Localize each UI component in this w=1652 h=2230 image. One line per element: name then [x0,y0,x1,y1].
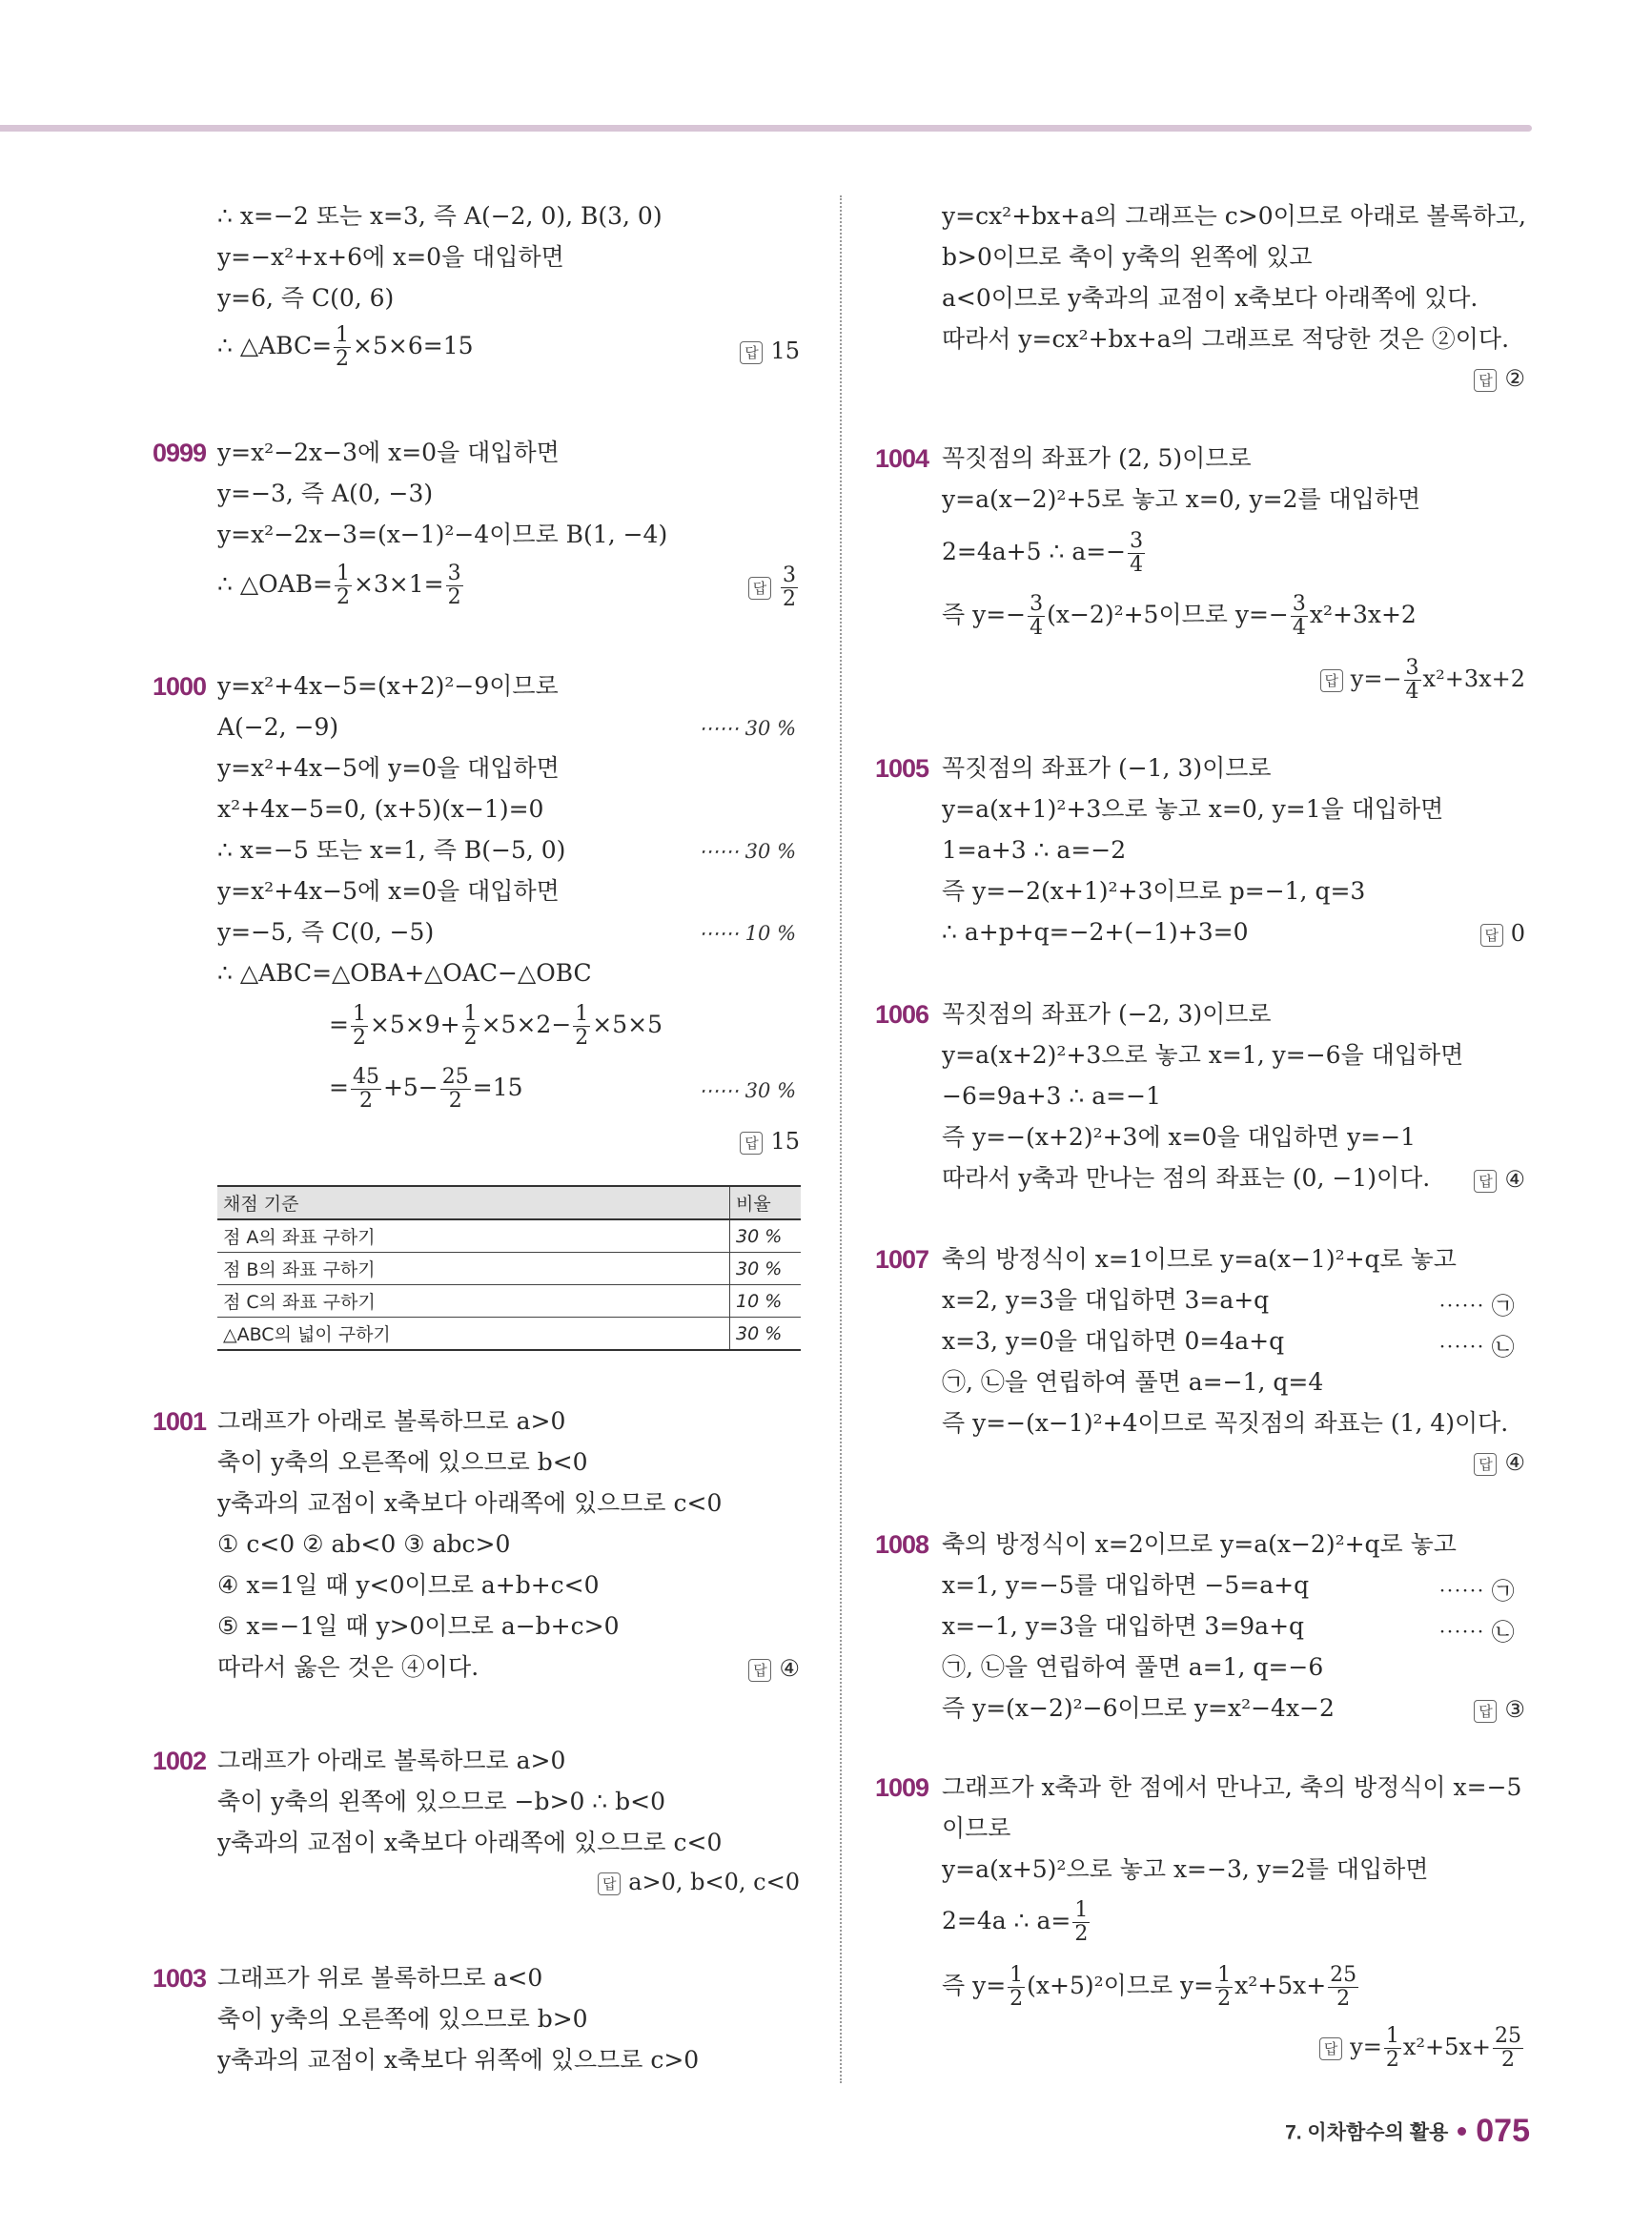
fraction: $\frac{45}{2}$ [352,1065,379,1113]
solution-line: 그래프가 x축과 한 점에서 만나고, 축의 방정식이 x=−5 [942,1773,1522,1801]
solution-line: 2=4a+5 ∴ a=− $\frac{3}{4}$ [942,529,1144,577]
equation-tag: ⋯⋯ ㉠ [1438,1293,1515,1320]
solution-line: ① c<0 ② ab<0 ③ abc>0 [217,1530,511,1558]
solution-line: x=3, y=0을 대입하면 0=4a+q [942,1327,1285,1355]
table-cell: 10 % [730,1285,802,1318]
solution-line: y축과의 교점이 x축보다 아래쪽에 있으므로 c<0 [217,1489,723,1517]
table-cell: △ABC의 넓이 구하기 [217,1318,730,1351]
page-footer [1285,2113,1530,2150]
table-header: 비율 [730,1186,802,1219]
solution-line: y=a(x−2)²+5로 놓고 x=0, y=2를 대입하면 [942,485,1421,513]
answer-mark-icon: 답 [1474,369,1497,392]
problem-number-1005: 1005 [875,754,929,783]
solution-line: y축과의 교점이 x축보다 아래쪽에 있으므로 c<0 [217,1829,723,1856]
solution-line: y=−5, 즉 C(0, −5) [217,918,435,946]
problem-number-0999: 0999 [153,439,207,467]
table-cell: 점 B의 좌표 구하기 [217,1253,730,1285]
solution-line: ∴ △OAB= $\frac{1}{2}$ ×3×1= $\frac{3}{2}$ [217,562,461,609]
scoring-rubric-table [217,1185,801,1351]
table-cell: 점 C의 좌표 구하기 [217,1285,730,1318]
equation-tag: ⋯⋯ ㉡ [1438,1619,1515,1646]
table-row [217,1253,801,1285]
table-cell: 30 % [730,1253,802,1285]
chapter-title: 7. 이차함수의 활용 [1285,2121,1449,2144]
answer-mark-icon: 답 [1480,924,1503,947]
solution-line: = $\frac{45}{2}$ +5− $\frac{25}{2}$ =15 [329,1065,523,1113]
fraction: $\frac{25}{2}$ [441,1065,469,1113]
fraction: $\frac{3}{4}$ [1030,592,1044,640]
solution-line: x=−1, y=3을 대입하면 3=9a+q [942,1612,1305,1640]
problem-number-1001: 1001 [153,1407,207,1436]
solution-line: 꼭짓점의 좌표가 (2, 5)이므로 [942,444,1252,472]
answer-998: 답 15 [740,338,800,364]
solution-line: ∴ x=−2 또는 x=3, 즉 A(−2, 0), B(3, 0) [217,202,663,230]
solution-line: 축이 y축의 오른쪽에 있으므로 b>0 [217,2005,588,2033]
problem-number-1003: 1003 [153,1964,207,1993]
solution-line: 즉 y=(x−2)²−6이므로 y=x²−4x−2 [942,1694,1335,1722]
solution-line: ∴ a+p+q=−2+(−1)+3=0 [942,918,1249,946]
solution-line: 1=a+3 ∴ a=−2 [942,836,1127,864]
fraction: $\frac{25}{2}$ [1495,2024,1521,2072]
solution-line: x²+4x−5=0, (x+5)(x−1)=0 [217,795,544,823]
fraction: $\frac{1}{2}$ [336,562,350,609]
answer-mark-icon: 답 [598,1872,621,1895]
solution-line: ⑤ x=−1일 때 y>0이므로 a−b+c>0 [217,1612,620,1640]
solution-line: y=x²−2x−3=(x−1)²−4이므로 B(1, −4) [217,521,668,548]
solution-line: 꼭짓점의 좌표가 (−1, 3)이므로 [942,754,1272,782]
equation-tag: ⋯⋯ ㉡ [1438,1334,1515,1361]
solution-line: a<0이므로 y축과의 교점이 x축보다 아래쪽에 있다. [942,284,1479,312]
solution-line: 축의 방정식이 x=2이므로 y=a(x−2)²+q로 놓고 [942,1530,1457,1558]
solution-line: y=cx²+bx+a의 그래프는 c>0이므로 아래로 볼록하고, [942,202,1526,230]
answer-mark-icon: 답 [740,341,763,364]
problem-number-1007: 1007 [875,1245,929,1274]
solution-line: x=1, y=−5를 대입하면 −5=a+q [942,1571,1310,1599]
table-cell: 점 A의 좌표 구하기 [217,1219,730,1253]
fraction: $\frac{1}{2}$ [1217,1963,1232,2011]
table-header-row [217,1186,801,1219]
solution-line: y=a(x+5)²으로 놓고 x=−3, y=2를 대입하면 [942,1855,1429,1883]
answer-mark-icon: 답 [1474,1453,1497,1476]
solution-line: 따라서 옳은 것은 ④이다. [217,1653,479,1681]
score-percent: ⋯⋯ 30 % [699,1079,797,1102]
solution-line: y=a(x+1)²+3으로 놓고 x=0, y=1을 대입하면 [942,795,1444,823]
solution-line: 즉 y= $\frac{1}{2}$ (x+5)²이므로 y= $\frac{1}{2}$ x²+5x+ $\frac{25}{2}$ [942,1963,1357,2011]
fraction: $\frac{1}{2}$ [1074,1898,1089,1946]
answer-mark-icon: 답 [748,577,771,600]
score-percent: ⋯⋯ 10 % [699,922,797,945]
answer-1007: 답 ④ [1474,1449,1525,1476]
solution-line: y=x²−2x−3에 x=0을 대입하면 [217,439,560,466]
answer-1008: 답 ③ [1474,1696,1525,1723]
answer-999 [748,564,800,611]
solution-line: ㉠, ㉡을 연립하여 풀면 a=−1, q=4 [942,1368,1324,1396]
solution-line: ㉠, ㉡을 연립하여 풀면 a=1, q=−6 [942,1653,1324,1681]
table-header: 채점 기준 [217,1186,730,1219]
solution-line: 축이 y축의 오른쪽에 있으므로 b<0 [217,1448,588,1476]
solution-line: −6=9a+3 ∴ a=−1 [942,1082,1161,1110]
fraction: $\frac{3}{4}$ [1405,656,1419,704]
fraction: $\frac{3}{2}$ [447,562,461,609]
solution-line: 꼭짓점의 좌표가 (−2, 3)이므로 [942,1000,1272,1028]
fraction: $\frac{3}{2}$ [783,563,796,611]
solution-line: y축과의 교점이 x축보다 위쪽에 있으므로 c>0 [217,2046,700,2074]
solution-line: ∴ △ABC=△OBA+△OAC−△OBC [217,959,592,987]
equation-tag: ⋯⋯ ㉠ [1438,1578,1515,1605]
table-cell: 30 % [730,1219,802,1253]
answer-mark-icon: 답 [1474,1700,1497,1723]
solution-line: 즉 y=−(x−1)²+4이므로 꼭짓점의 좌표는 (1, 4)이다. [942,1409,1509,1437]
answer-mark-icon: 답 [1474,1170,1497,1193]
bullet-dot-icon [1458,2127,1466,2136]
score-percent: ⋯⋯ 30 % [699,840,797,863]
solution-line: y=x²+4x−5=(x+2)²−9이므로 [217,672,559,700]
solution-line: ④ x=1일 때 y<0이므로 a+b+c<0 [217,1571,600,1599]
solution-line: 그래프가 아래로 볼록하므로 a>0 [217,1407,566,1435]
solution-line: 그래프가 아래로 볼록하므로 a>0 [217,1747,566,1774]
fraction: $\frac{25}{2}$ [1330,1963,1357,2011]
solution-line: x=2, y=3을 대입하면 3=a+q [942,1286,1270,1314]
page-number: 075 [1476,2113,1530,2149]
problem-number-1009: 1009 [875,1773,929,1802]
solution-line: y=−x²+x+6에 x=0을 대입하면 [217,243,564,271]
table-cell: 30 % [730,1318,802,1351]
fraction: $\frac{3}{4}$ [1292,592,1306,640]
solution-line: 즉 y=−2(x+1)²+3이므로 p=−1, q=3 [942,877,1366,905]
fraction: $\frac{1}{2}$ [1010,1963,1024,2011]
column-divider [840,195,842,2083]
solution-line: y=a(x+2)²+3으로 놓고 x=1, y=−6을 대입하면 [942,1041,1464,1069]
fraction: $\frac{1}{2}$ [1385,2024,1399,2072]
problem-number-1000: 1000 [153,672,207,701]
fraction: $\frac{1}{2}$ [352,1002,366,1050]
answer-1003: 답 ② [1474,365,1525,392]
solution-line: b>0이므로 축이 y축의 왼쪽에 있고 [942,243,1313,271]
problem-number-1004: 1004 [875,444,929,473]
solution-line: A(−2, −9) [217,713,339,741]
solution-line: 따라서 y축과 만나는 점의 좌표는 (0, −1)이다. [942,1164,1431,1192]
table-row [217,1318,801,1351]
answer-mark-icon: 답 [1319,2037,1342,2060]
solution-line: 축의 방정식이 x=1이므로 y=a(x−1)²+q로 놓고 [942,1245,1457,1273]
fraction: $\frac{1}{2}$ [575,1002,589,1050]
solution-line: y=−3, 즉 A(0, −3) [217,480,434,507]
score-percent: ⋯⋯ 30 % [699,717,797,740]
answer-1006: 답 ④ [1474,1166,1525,1193]
solution-line: 2=4a ∴ a= $\frac{1}{2}$ [942,1898,1089,1946]
fraction: $\frac{1}{2}$ [336,323,350,371]
table-row [217,1219,801,1253]
fraction: $\frac{1}{2}$ [463,1002,478,1050]
fraction: $\frac{3}{4}$ [1130,529,1144,577]
solution-line: = $\frac{1}{2}$ ×5×9+ $\frac{1}{2}$ ×5×2− $\frac{1}{2}$ ×5×5 [329,1002,663,1050]
problem-number-1002: 1002 [153,1747,207,1775]
answer-mark-icon: 답 [740,1132,763,1155]
top-decorative-bar [0,125,1532,132]
problem-number-1008: 1008 [875,1530,929,1559]
answer-1001: 답 ④ [748,1655,800,1682]
answer-1002: 답 a>0, b<0, c<0 [598,1869,800,1895]
solution-line: y=x²+4x−5에 x=0을 대입하면 [217,877,560,905]
solution-line: 즉 y=− $\frac{3}{4}$ (x−2)²+5이므로 y=− $\frac{3}{4}$ x²+3x+2 [942,592,1417,640]
solution-line: 이므로 [942,1814,1011,1842]
answer-1004: 답 y=− $\frac{3}{4}$ x²+3x+2 [1320,657,1525,704]
table-row [217,1285,801,1318]
solution-line: 즉 y=−(x+2)²+3에 x=0을 대입하면 y=−1 [942,1123,1417,1151]
answer-1009: 답 y= $\frac{1}{2}$ x²+5x+ $\frac{25}{2}$ [1319,2025,1525,2072]
solution-line: 따라서 y=cx²+bx+a의 그래프로 적당한 것은 ②이다. [942,325,1510,353]
answer-1000: 답 15 [740,1128,800,1155]
answer-mark-icon: 답 [748,1659,771,1682]
answer-1005: 답 0 [1480,920,1525,947]
solution-line: ∴ △ABC= $\frac{1}{2}$ ×5×6=15 [217,323,474,371]
solution-line: y=x²+4x−5에 y=0을 대입하면 [217,754,560,782]
answer-mark-icon: 답 [1320,669,1343,692]
solution-line: 그래프가 위로 볼록하므로 a<0 [217,1964,543,1992]
solution-line: ∴ x=−5 또는 x=1, 즉 B(−5, 0) [217,836,566,864]
solution-line: y=6, 즉 C(0, 6) [217,284,395,312]
solution-line: 축이 y축의 왼쪽에 있으므로 −b>0 ∴ b<0 [217,1788,666,1815]
problem-number-1006: 1006 [875,1000,929,1029]
